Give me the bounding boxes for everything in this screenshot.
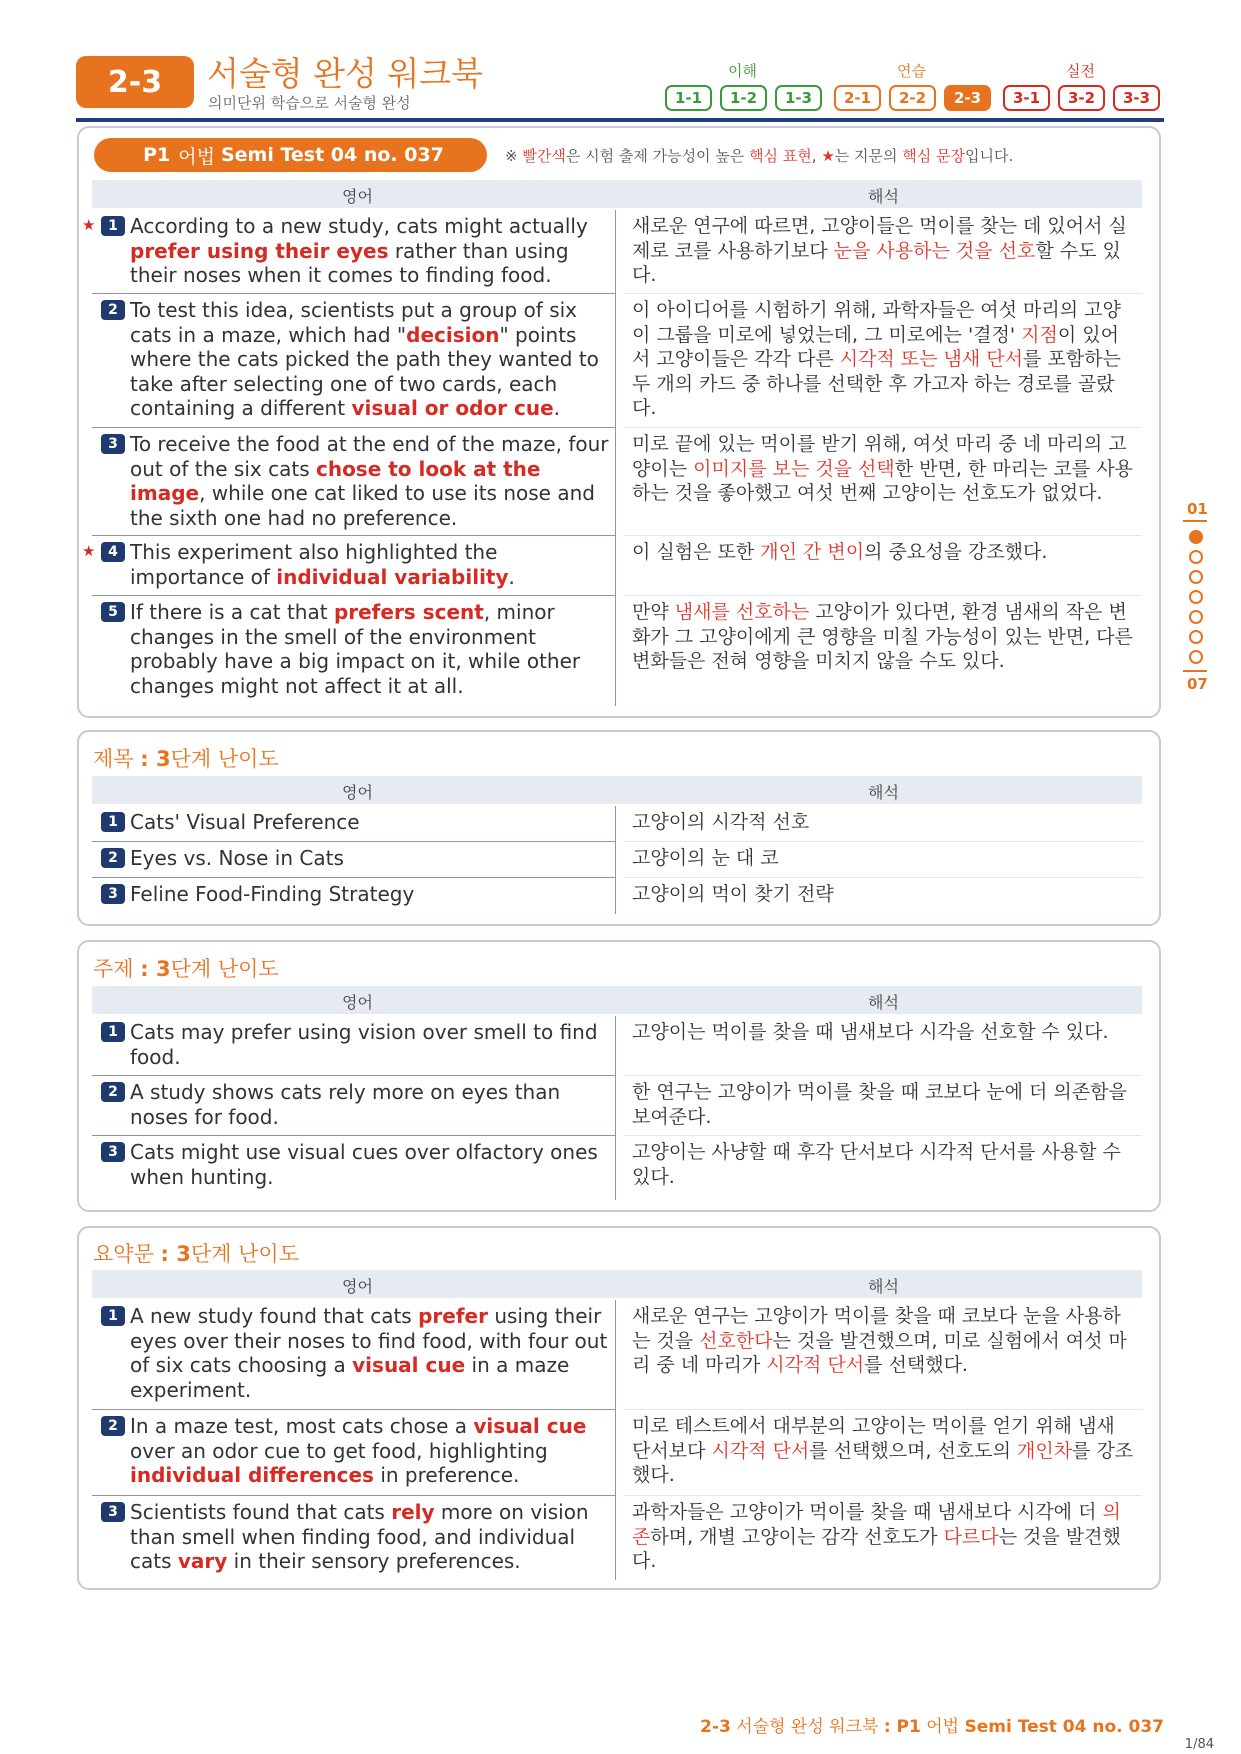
title-row-2 [92, 842, 1142, 878]
korean-translation: 미로 끝에 있는 먹이를 받기 위해, 여섯 마리 중 네 마리의 고양이는 이미지를 보는 것을 선택한 반면, 한 마리는 코를 사용하는 것을 좋아했고 여섯 번째 고양이는 선호도가 없었다. [624, 428, 1142, 536]
english-sentence: 3 Scientists found that cats rely more on vision than smell when finding food, and individual cats vary in their sensory preferences. [92, 1496, 616, 1580]
stage-button-2-3[interactable]: 2-3 [944, 85, 991, 111]
main-row-4 [82, 536, 1142, 596]
korean-translation: 만약 냄새를 선호하는 고양이가 있다면, 환경 냄새의 작은 변화가 그 고양이에게 큰 영향을 미칠 가능성이 있는 반면, 다른 변화들은 전혀 영향을 미치지 않을 수도 있다. [632, 601, 1133, 672]
main-row-5 [92, 596, 1142, 706]
topic-section-heading: 주제 : 3단계 난이도 [93, 957, 279, 981]
korean-translation: 과학자들은 고양이가 먹이를 찾을 때 냄새보다 시각에 더 의존하며, 개별 고양이는 감각 선호도가 다르다는 것을 발견했다. [632, 1501, 1121, 1572]
stage-button-1-2[interactable]: 1-2 [720, 85, 767, 111]
korean-translation: 고양이의 먹이 찾기 전략 [632, 883, 834, 905]
footer-caption: 2-3 서술형 완성 워크북 : P1 어법 Semi Test 04 no. 037 [700, 1717, 1164, 1737]
summary-column-header: 영어 해석 [92, 1270, 1142, 1298]
test-name: Semi Test 04 no. 037 [220, 144, 444, 166]
sentence-number: 4 [101, 542, 125, 562]
column-english: 영어 [342, 187, 373, 206]
english-sentence: 1 A new study found that cats prefer using their eyes over their noses to find food, with four out of six cats choosing a visual cue in a maze experiment. [92, 1300, 616, 1410]
korean-translation: 이 아이디어를 시험하기 위해, 과학자들은 여섯 마리의 고양이 그룹을 미로에 넣었는데, 그 미로에는 '결정' 지점이 있어서 고양이들은 각각 다른 시각적 또는 냄새 단서를 포함하는 두 개의 카드 중 하나를 선택한 후 가고자 하는 경로를 골랐다. [624, 294, 1142, 428]
topic-row-2 [92, 1076, 1142, 1136]
key-sentence-star: ★ [82, 216, 96, 234]
main-column-header [92, 180, 1142, 208]
header-divider [76, 118, 1164, 122]
sentence-number: 5 [101, 602, 125, 622]
stage-label-real: 실전 [1066, 62, 1095, 80]
stage-button-2-1[interactable]: 2-1 [834, 85, 881, 111]
stage-button-1-1[interactable]: 1-1 [665, 85, 712, 111]
summary-row-1 [92, 1300, 1142, 1410]
korean-translation: 새로운 연구는 고양이가 먹이를 찾을 때 코보다 눈을 사용하는 것을 선호한다는 것을 발견했으며, 미로 실험에서 여섯 마리 중 네 마리가 시각적 단서를 선택했다. [624, 1300, 1142, 1410]
topic-row-1 [92, 1016, 1142, 1076]
sentence-number: 1 [101, 216, 125, 236]
stage-button-3-1[interactable]: 3-1 [1003, 85, 1050, 111]
english-sentence: 3 Feline Food-Finding Strategy [92, 878, 616, 914]
stage-button-2-2[interactable]: 2-2 [889, 85, 936, 111]
unit-badge: 2-3 [76, 56, 194, 108]
test-title-pill [94, 138, 487, 172]
english-sentence: 2 Eyes vs. Nose in Cats [92, 842, 616, 878]
stage-button-3-3[interactable]: 3-3 [1113, 85, 1160, 111]
progress-dot [1189, 650, 1203, 664]
summary-row-2 [92, 1410, 1142, 1496]
progress-dot [1189, 550, 1203, 564]
summary-section-heading: 요약문 : 3단계 난이도 [93, 1242, 299, 1266]
main-row-2 [92, 294, 1142, 428]
summary-row-3 [92, 1496, 1142, 1580]
english-sentence: 5 If there is a cat that prefers scent, minor changes in the smell of the environment probably have a big impact on it, while other changes might not affect it at all. [92, 596, 616, 706]
progress-end-label: 07 [1187, 675, 1208, 693]
english-sentence: 2 To test this idea, scientists put a group of six cats in a maze, which had "decision" points where the cats picked the path they wanted to take after selecting one of two cards, each containing a different visual or odor cue. [92, 294, 616, 428]
column-korean: 해석 [868, 187, 899, 206]
english-sentence: 2 In a maze test, most cats chose a visual cue over an odor cue to get food, highlighting individual differences in preference. [92, 1410, 616, 1496]
stage-button-1-3[interactable]: 1-3 [775, 85, 822, 111]
test-part: P1 [143, 144, 171, 166]
korean-translation: 고양이의 눈 대 코 [624, 842, 1142, 878]
progress-dot [1189, 530, 1203, 544]
title-row-1 [92, 806, 1142, 842]
page-number: 1/84 [1184, 1737, 1214, 1752]
english-sentence: 1 Cats may prefer using vision over smell to find food. [92, 1016, 616, 1076]
stage-label-understand: 이해 [728, 62, 757, 80]
topic-row-3 [92, 1136, 1142, 1200]
progress-dot [1189, 630, 1203, 644]
korean-translation: 새로운 연구에 따르면, 고양이들은 먹이를 찾는 데 있어서 실제로 코를 사용하기보다 눈을 사용하는 것을 선호할 수도 있다. [624, 210, 1142, 294]
english-sentence: 2 A study shows cats rely more on eyes than noses for food. [92, 1076, 616, 1136]
english-sentence: ★ 4 This experiment also highlighted the importance of individual variability. [92, 536, 616, 596]
progress-dot [1189, 590, 1203, 604]
english-sentence: 1 Cats' Visual Preference [92, 806, 616, 842]
title-row-3 [92, 878, 1142, 914]
progress-dot [1189, 610, 1203, 624]
stage-button-3-2[interactable]: 3-2 [1058, 85, 1105, 111]
legend-note: ※ 빨간색은 시험 출제 가능성이 높은 핵심 표현, ★는 지문의 핵심 문장입니다. [505, 147, 1014, 165]
english-sentence: ★ 1 According to a new study, cats might actually prefer using their eyes rather than using their noses when it comes to finding food. [92, 210, 616, 294]
progress-tick-top [1183, 520, 1207, 522]
korean-translation: 한 연구는 고양이가 먹이를 찾을 때 코보다 눈에 더 의존함을 보여준다. [624, 1076, 1142, 1136]
korean-translation: 고양이의 시각적 선호 [624, 806, 1142, 842]
sentence-number: 2 [101, 300, 125, 320]
page-subtitle: 의미단위 학습으로 서술형 완성 [208, 94, 411, 112]
korean-translation: 이 실험은 또한 개인 간 변이의 중요성을 강조했다. [624, 536, 1142, 596]
progress-dot [1189, 570, 1203, 584]
progress-tick-bottom [1183, 670, 1207, 672]
progress-start-label: 01 [1187, 500, 1208, 518]
korean-translation: 미로 테스트에서 대부분의 고양이는 먹이를 얻기 위해 냄새 단서보다 시각적 단서를 선택했으며, 선호도의 개인차를 강조했다. [624, 1410, 1142, 1496]
title-column-header: 영어 해석 [92, 776, 1142, 804]
korean-translation: 고양이는 사냥할 때 후각 단서보다 시각적 단서를 사용할 수 있다. [632, 1141, 1121, 1188]
english-sentence: 3 Cats might use visual cues over olfactory ones when hunting. [92, 1136, 616, 1200]
key-sentence-star: ★ [82, 542, 96, 560]
main-row-3 [92, 428, 1142, 536]
main-row-1 [82, 210, 1142, 294]
title-section-heading: 제목 : 3단계 난이도 [93, 747, 279, 771]
stage-label-practice: 연습 [897, 62, 926, 80]
topic-column-header: 영어 해석 [92, 986, 1142, 1014]
page-title: 서술형 완성 워크북 [207, 54, 484, 93]
test-category: 어법 [178, 145, 215, 168]
sentence-number: 3 [101, 434, 125, 454]
korean-translation: 고양이는 먹이를 찾을 때 냄새보다 시각을 선호할 수 있다. [624, 1016, 1142, 1076]
english-sentence: 3 To receive the food at the end of the maze, four out of the six cats chose to look at the image, while one cat liked to use its nose and the sixth one had no preference. [92, 428, 616, 536]
